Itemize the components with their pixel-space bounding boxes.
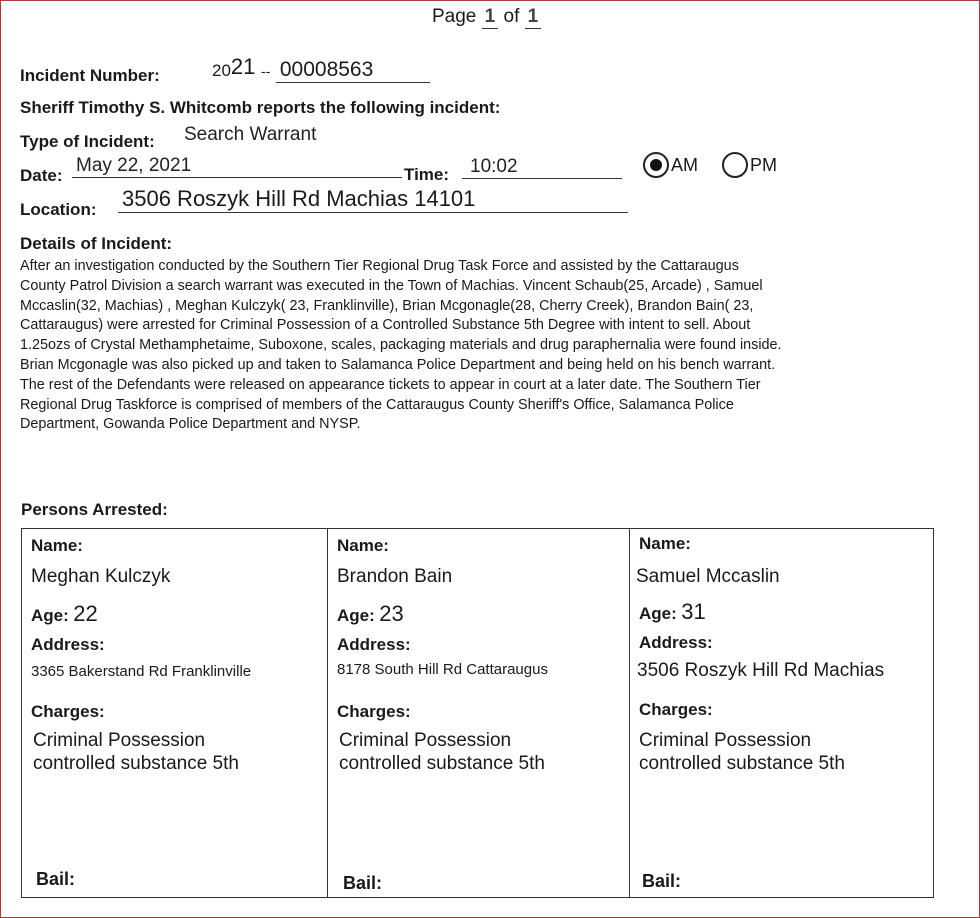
incident-number-separator: -- <box>260 63 271 79</box>
location-value: 3506 Roszyk Hill Rd Machias 14101 <box>118 186 628 213</box>
am-option <box>643 152 698 178</box>
sheriff-reports-line: Sheriff Timothy S. Whitcomb reports the following incident: <box>20 98 501 117</box>
person-age: 22 <box>73 601 98 626</box>
person-address: 3365 Bakerstand Rd Franklinville <box>31 663 252 680</box>
persons-arrested-table <box>21 528 934 898</box>
name-label: Name: <box>31 536 83 555</box>
age-field <box>639 599 706 625</box>
am-label: AM <box>671 154 698 175</box>
person-age: 31 <box>681 599 706 624</box>
age-label: Age: <box>639 604 677 623</box>
page-total: 1 <box>525 6 542 29</box>
incident-number-label: Incident Number: <box>20 66 160 85</box>
person-charges: Criminal Possession controlled substance 5th <box>339 730 545 774</box>
person-charges: Criminal Possession controlled substance 5th <box>33 730 239 774</box>
date-label: Date: <box>20 166 63 185</box>
person-name: Brandon Bain <box>337 566 453 587</box>
address-label: Address: <box>31 635 105 654</box>
person-age: 23 <box>379 601 404 626</box>
page-indicator <box>432 6 541 29</box>
bail-label: Bail: <box>642 871 682 891</box>
bail-label: Bail: <box>343 873 383 893</box>
incident-type-label: Type of Incident: <box>20 132 155 151</box>
persons-arrested-label: Persons Arrested: <box>21 500 168 519</box>
age-label: Age: <box>31 606 69 625</box>
pm-radio-icon <box>722 152 748 178</box>
am-radio-icon <box>643 152 669 178</box>
incident-number-value: 00008563 <box>276 58 430 83</box>
incident-number-prefix: 20 <box>212 61 231 80</box>
person-name: Samuel Mccaslin <box>636 566 780 587</box>
details-text: After an investigation conducted by the Southern Tier Regional Drug Task Force and assisted by the Cattaraugus County Patrol Division a search warrant was executed in the Town of Machias. Vincent Schaub(25, Arcade) , Samuel Mccaslin(32, Machias) , Meghan Kulczyk( 23, Franklinville), Brian Mcgonagle(28, Cherry Creek), Brandon Bain( 23, Cattaraugus) were arrested for Criminal Possession of a Controlled Substance 5th Degree with intent to sell. About 1.25ozs of Crystal Methamphetaime, Suboxone, scales, packaging materials and drug paraphernalia were found inside. Brian Mcgonagle was also picked up and taken to Salamanca Police Department and being held on his bench warrant. The rest of the Defendants were released on appearance tickets to appear in court at a later date. The Southern Tier Regional Drug Taskforce is comprised of members of the Cattaraugus County Sheriff's Office, Salamanca Police Department, Gowanda Police Department and NYSP. <box>20 258 782 433</box>
incident-number <box>212 56 430 83</box>
page-of-label: of <box>503 6 520 27</box>
page-label: Page <box>432 6 477 27</box>
person-address: 8178 South Hill Rd Cattaraugus <box>337 661 548 678</box>
person-charges: Criminal Possession controlled substance 5th <box>639 730 845 774</box>
age-field <box>31 601 98 627</box>
pm-label: PM <box>750 154 777 175</box>
charges-label: Charges: <box>639 700 713 719</box>
bail-label: Bail: <box>36 869 76 889</box>
person-address: 3506 Roszyk Hill Rd Machias <box>637 660 885 681</box>
charges-label: Charges: <box>31 702 105 721</box>
location-label: Location: <box>20 200 97 219</box>
incident-type-value: Search Warrant <box>184 124 317 145</box>
person-card <box>629 529 932 897</box>
details-label: Details of Incident: <box>20 234 173 253</box>
pm-option <box>722 152 777 178</box>
time-value: 10:02 <box>462 156 622 179</box>
address-label: Address: <box>639 633 713 652</box>
address-label: Address: <box>337 635 411 654</box>
age-label: Age: <box>337 606 375 625</box>
name-label: Name: <box>337 536 389 555</box>
page-current: 1 <box>482 6 499 29</box>
person-name: Meghan Kulczyk <box>31 566 171 587</box>
age-field <box>337 601 404 627</box>
date-value: May 22, 2021 <box>72 155 402 178</box>
charges-label: Charges: <box>337 702 411 721</box>
incident-number-year: 21 <box>230 54 256 79</box>
person-card <box>22 529 327 897</box>
person-card <box>327 529 630 897</box>
time-label: Time: <box>404 165 450 184</box>
name-label: Name: <box>639 534 691 553</box>
